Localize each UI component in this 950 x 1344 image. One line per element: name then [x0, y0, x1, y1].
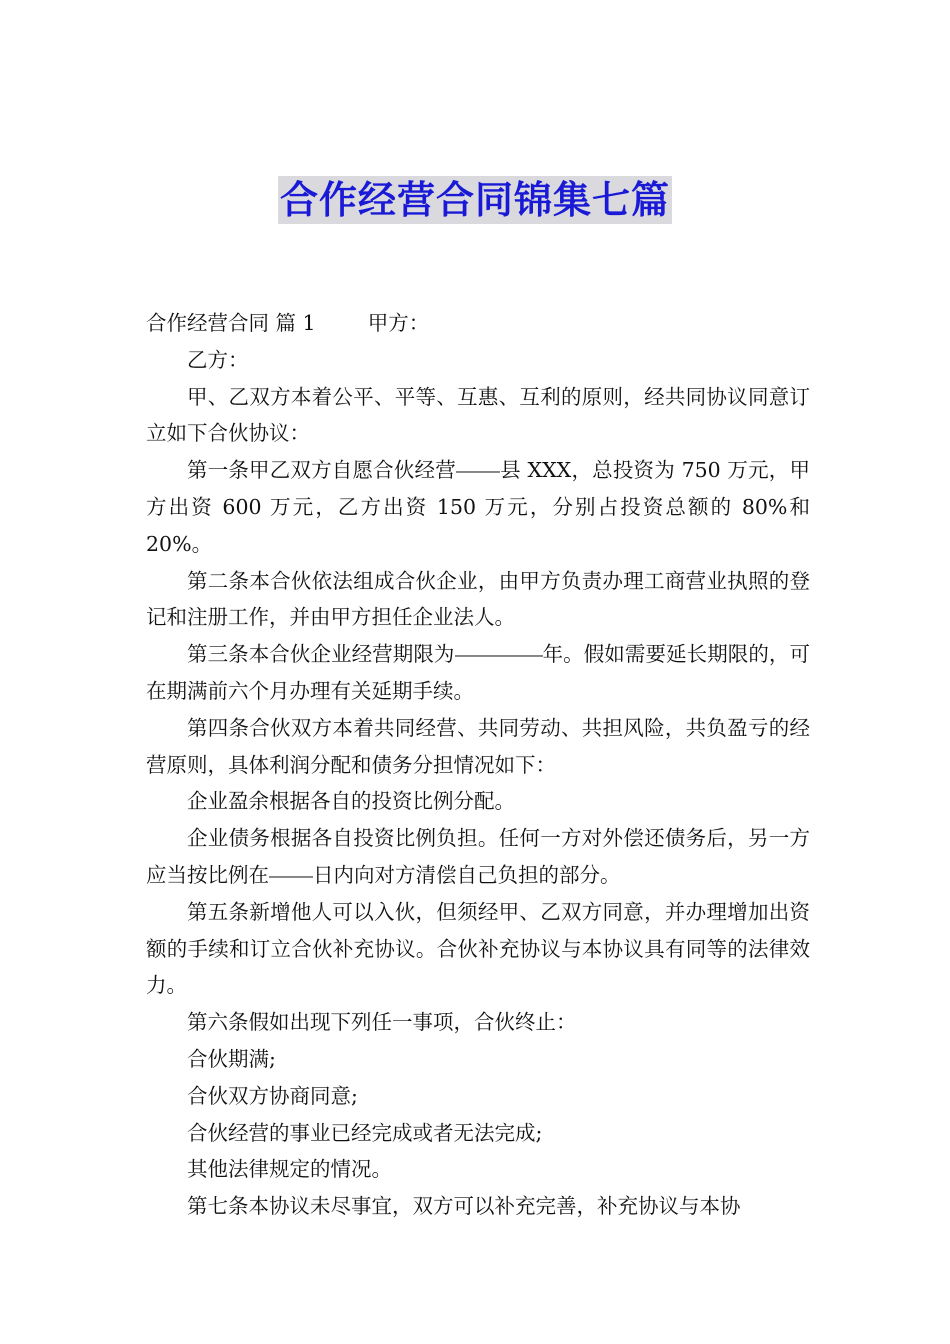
paragraph-profit: 企业盈余根据各自的投资比例分配。 [187, 789, 515, 814]
paragraph-term-expire: 合伙期满; [187, 1046, 276, 1071]
section-label: 合作经营合同 篇 1 [146, 311, 316, 335]
paragraph-article-2: 第二条本合伙依法组成合伙企业，由甲方负责办理工商营业执照的登记和注册工作，并由甲方担任企业法人。 [146, 568, 810, 630]
article-1-text-a: 第一条甲乙双方自愿合伙经营 [187, 458, 456, 483]
fill-blank [456, 450, 500, 473]
paragraph-party-b: 乙方： [187, 347, 249, 372]
title-container [0, 176, 950, 224]
fill-blank [455, 634, 543, 657]
paragraph-other-law: 其他法律规定的情况。 [187, 1157, 392, 1182]
paragraph-article-3 [146, 636, 810, 710]
paragraph-article-4: 第四条合伙双方本着共同经营、共同劳动、共担风险，共负盈亏的经营原则，具体利润分配和债务分担情况如下： [146, 715, 810, 777]
fill-blank [269, 855, 313, 878]
debt-text-a: 企业债务根据各自投资比例负担。任何一方对外偿还债务后，另一方应当按比例在 [146, 826, 810, 887]
paragraph-article-1 [146, 452, 810, 562]
paragraph-article-5: 第五条新增他人可以入伙，但须经甲、乙双方同意，并办理增加出资额的手续和订立合伙补充协议。合伙补充协议与本协议具有同等的法律效力。 [146, 899, 810, 998]
paragraph-mutual-agree: 合伙双方协商同意; [187, 1083, 358, 1108]
paragraph-article-6: 第六条假如出现下列任一事项，合伙终止： [187, 1010, 577, 1035]
article-3-text-b: 年。假如需要延长期限的，可在期满前六个月办理有关延期手续。 [146, 642, 810, 703]
article-1-text-b: 县 XXX，总投资为 750 万元，甲方出资 600 万元，乙方出资 150 万元，分别占投资总额的 80%和 20%。 [146, 458, 810, 556]
debt-text-b: 日内向对方清偿自己负担的部分。 [313, 862, 621, 887]
paragraph-business-done: 合伙经营的事业已经完成或者无法完成; [187, 1120, 543, 1145]
party-a-label: 甲方： [367, 311, 430, 335]
paragraph-article-7: 第七条本协议未尽事宜，双方可以补充完善，补充协议与本协 [187, 1194, 741, 1219]
article-3-text-a: 第三条本合伙企业经营期限为 [187, 642, 455, 667]
paragraph-debt [146, 820, 810, 894]
document-body [146, 305, 810, 1225]
document-title: 合作经营合同锦集七篇 [279, 178, 670, 222]
paragraph-principle: 甲、乙双方本着公平、平等、互惠、互利的原则，经共同协议同意订立如下合伙协议： [146, 384, 810, 446]
paragraph-heading [146, 305, 810, 342]
